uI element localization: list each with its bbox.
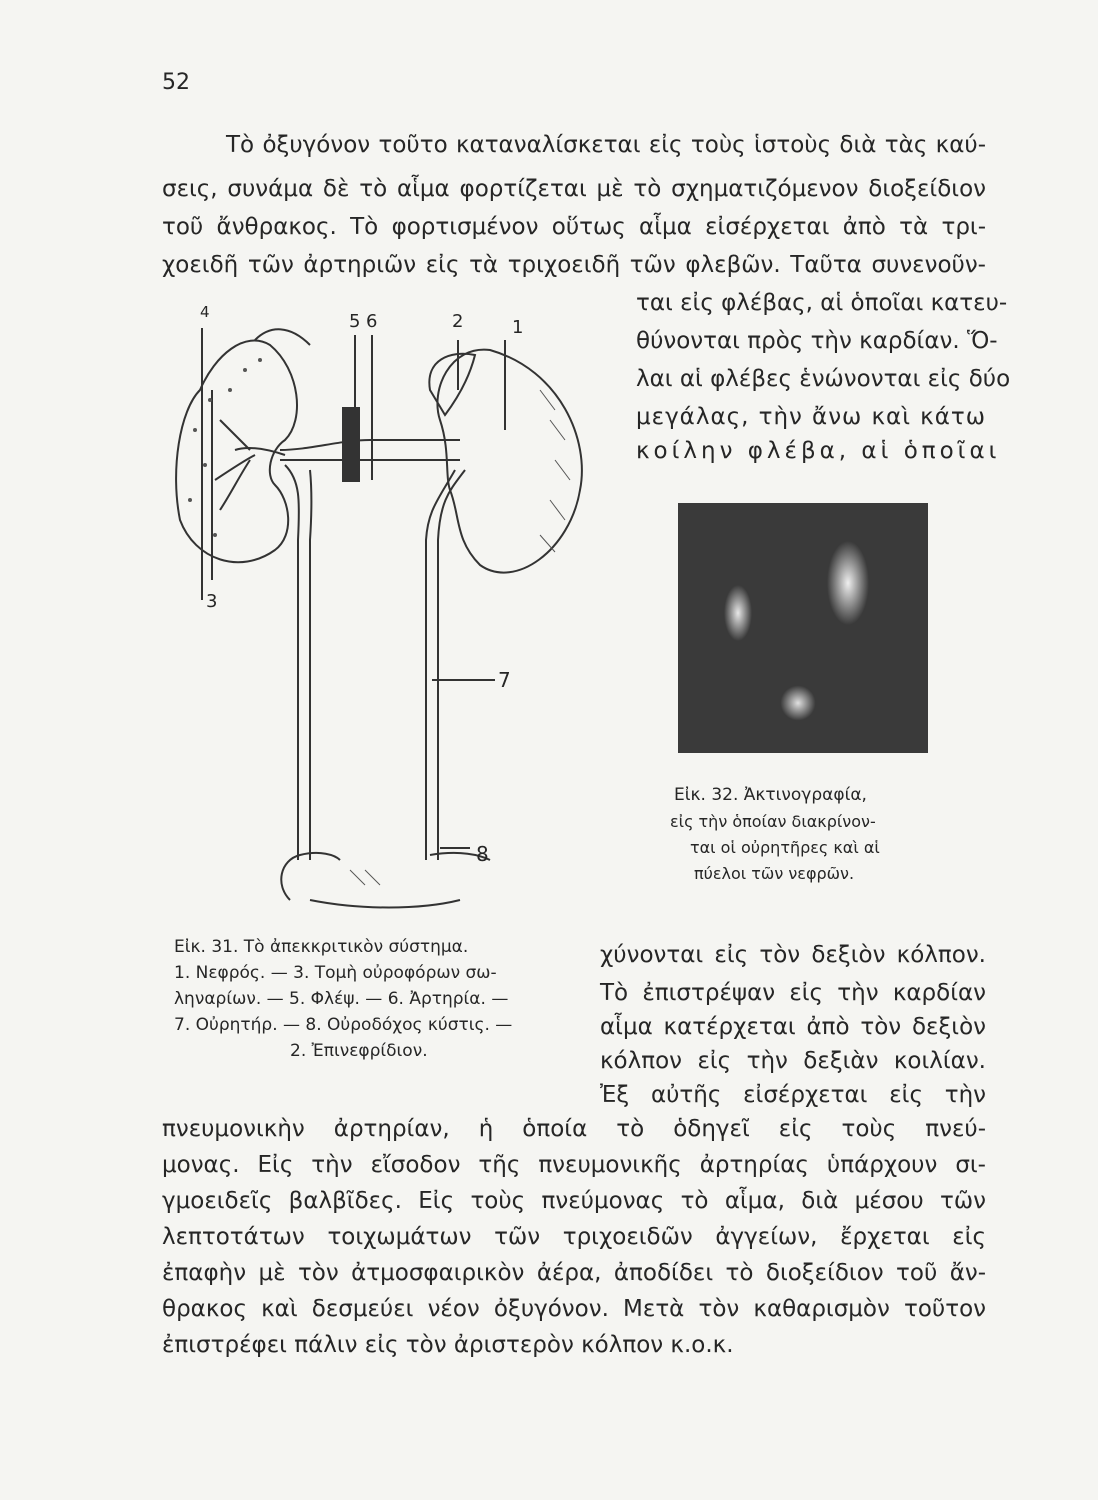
text-line: πνευμονικὴν ἀρτηρίαν, ἡ ὁποία τὸ ὁδηγεῖ εἰς τοὺς πνεύ- [162,1116,986,1142]
text-line: χύνονται εἰς τὸν δεξιὸν κόλπον. [600,942,986,968]
figure-32-caption: εἰς τὴν ὁποίαν διακρίνον- [670,812,876,831]
figure-label-8: 8 [476,842,489,866]
figure-label-3: 3 [206,591,218,612]
text-line: ἐπιστρέφει πάλιν εἰς τὸν ἀριστερὸν κόλπον κ.ο.κ. [162,1332,734,1358]
figure-label-7: 7 [498,668,511,692]
page-number: 52 [162,70,190,95]
figure-32-caption: ται οἱ οὐρητῆρες καὶ αἱ [690,838,880,857]
text-line: ἐπαφὴν μὲ τὸν ἀτμοσφαιρικὸν ἀέρα, ἀποδίδει τὸ διοξείδιον τοῦ ἄν- [162,1260,986,1286]
text-line: τοῦ ἄνθρακος. Τὸ φορτισμένον οὕτως αἷμα εἰσέρχεται ἀπὸ τὰ τρι- [162,214,986,240]
text-line: ται εἰς φλέβας, αἱ ὁποῖαι κατευ- [636,290,1008,316]
figure-label-5: 5 [349,311,361,332]
text-line: κόλπον εἰς τὴν δεξιὰν κοιλίαν. [600,1048,986,1074]
text-line: Τὸ ὀξυγόνον τοῦτο καταναλίσκεται εἰς τοὺς ἱστοὺς διὰ τὰς καύ- [226,132,986,158]
text-line: αἷμα κατέρχεται ἀπὸ τὸν δεξιὸν [600,1014,986,1040]
figure-31-caption: 2. Ἐπινεφρίδιον. [290,1041,428,1061]
figure-31-caption: Εἰκ. 31. Τὸ ἀπεκκριτικὸν σύστημα. [174,937,469,957]
figure-32-caption: πύελοι τῶν νεφρῶν. [694,864,855,883]
figure-label-2: 2 [452,311,464,332]
figure-xray-photo [678,503,928,753]
text-line: θύνονται πρὸς τὴν καρδίαν. Ὅ- [636,328,998,354]
text-line: μονας. Εἰς τὴν εἴσοδον τῆς πνευμονικῆς ἀρτηρίας ὑπάρχουν σι- [162,1152,986,1178]
text-line: λεπτοτάτων τοιχωμάτων τῶν τριχοειδῶν ἀγγείων, ἔρχεται εἰς [162,1224,986,1250]
figure-31-caption: 1. Νεφρός. — 3. Τομὴ οὐροφόρων σω- [174,963,497,983]
text-line: χοειδῆ τῶν ἀρτηριῶν εἰς τὰ τριχοειδῆ τῶν φλεβῶν. Ταῦτα συνενοῦν- [162,252,986,278]
right-kidney [437,350,581,573]
figure-32-caption: Εἰκ. 32. Ἀκτινογραφία, [674,785,867,805]
text-line: κοίλην φλέβα, αἱ ὁποῖαι [636,438,1001,464]
vessel-block [342,407,360,482]
urinary-bladder [281,853,490,900]
figure-31-caption: 7. Οὐρητήρ. — 8. Οὐροδόχος κύστις. — [174,1015,513,1035]
figure-label-1: 1 [512,317,524,338]
text-line: μεγάλας, τὴν ἄνω καὶ κάτω [636,404,986,430]
text-line: Ἐξ αὐτῆς εἰσέρχεται εἰς τὴν [600,1082,986,1108]
right-ureter [438,470,465,860]
text-line: Τὸ ἐπιστρέψαν εἰς τὴν καρδίαν [600,980,986,1006]
text-line: γμοειδεῖς βαλβῖδες. Εἰς τοὺς πνεύμονας τὸ αἷμα, διὰ μέσου τῶν [162,1188,986,1214]
text-line: θρακος καὶ δεσμεύει νέον ὀξυγόνον. Μετὰ τὸν καθαρισμὸν τοῦτον [162,1296,986,1322]
figure-excretory-system [160,300,600,920]
left-kidney [176,341,297,563]
figure-31-caption: ληναρίων. — 5. Φλέψ. — 6. Ἀρτηρία. — [174,989,509,1009]
text-line: λαι αἱ φλέβες ἑνώνονται εἰς δύο [636,366,1011,392]
figure-label-6: 6 [366,311,378,332]
text-line: σεις, συνάμα δὲ τὸ αἷμα φορτίζεται μὲ τὸ σχηματιζόμενον διοξείδιον [162,176,986,202]
figure-label-4: 4 [200,303,210,321]
